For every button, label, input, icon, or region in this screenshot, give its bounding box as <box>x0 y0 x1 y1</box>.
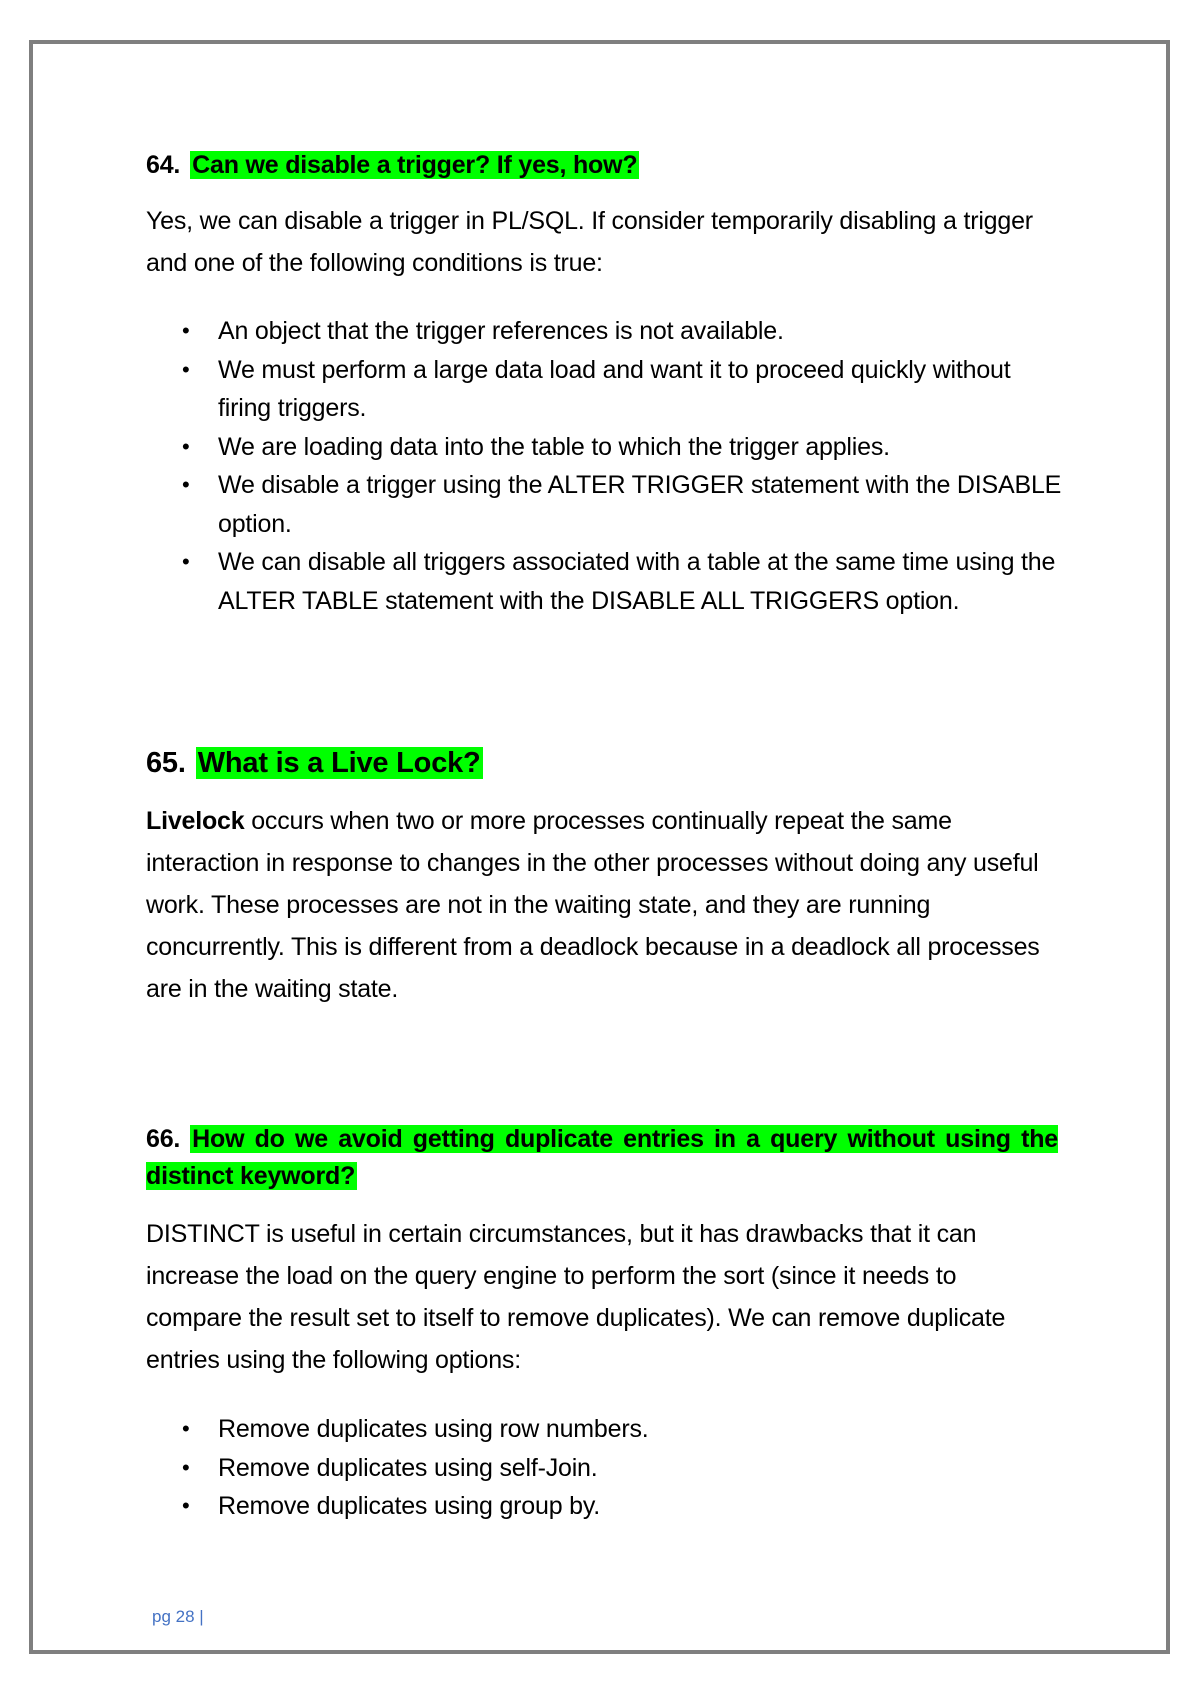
list-item: • We disable a trigger using the ALTER TRIGGER statement with the DISABLE option. <box>146 466 1066 543</box>
q64-paragraph: Yes, we can disable a trigger in PL/SQL. If consider temporarily disabling a trigger and one of the following conditions is true: <box>146 207 1033 277</box>
list-item: • We must perform a large data load and want it to proceed quickly without firing triggers. <box>146 351 1066 428</box>
list-item: • We are loading data into the table to which the trigger applies. <box>146 428 1066 467</box>
list-item: • Remove duplicates using self-Join. <box>146 1449 1066 1488</box>
q65-lead-term: Livelock <box>146 807 245 835</box>
q65-title: What is a Live Lock? <box>197 747 481 779</box>
q65-number: 65. <box>146 747 186 779</box>
list-item: • Remove duplicates using group by. <box>146 1487 1066 1526</box>
q64-number: 64. <box>146 151 181 179</box>
q65-paragraph-text: occurs when two or more processes continually repeat the same interaction in response to changes in the other processes without doing any useful work. These processes are not in the waiting state, and they are running concurrently. This is different from a deadlock because in a deadlock all processes are in the waiting state. <box>146 807 1040 1003</box>
q66-number: 66. <box>146 1125 181 1153</box>
q64-title: Can we disable a trigger? If yes, how? <box>192 151 638 179</box>
list-item: • An object that the trigger references is not available. <box>146 312 1066 351</box>
q64-heading <box>146 147 639 184</box>
q64-bullet-list <box>146 312 1066 620</box>
q65-heading <box>146 745 483 782</box>
q65-paragraph <box>146 800 1058 1010</box>
q66-title: How do we avoid getting duplicate entries in a query without using the distinct keyword? <box>146 1125 1058 1190</box>
q66-bullet-list <box>146 1410 1066 1526</box>
list-item: • Remove duplicates using row numbers. <box>146 1410 1066 1449</box>
list-item: • We can disable all triggers associated with a table at the same time using the ALTER TABLE statement with the DISABLE ALL TRIGGERS option. <box>146 543 1066 620</box>
page-number-footer: pg 28 | <box>152 1607 204 1626</box>
q66-paragraph: DISTINCT is useful in certain circumstances, but it has drawbacks that it can increase the load on the query engine to perform the sort (since it needs to compare the result set to itself to remove duplicates). We can remove duplicate entries using the following options: <box>146 1220 1006 1374</box>
q66-heading <box>146 1121 1058 1195</box>
